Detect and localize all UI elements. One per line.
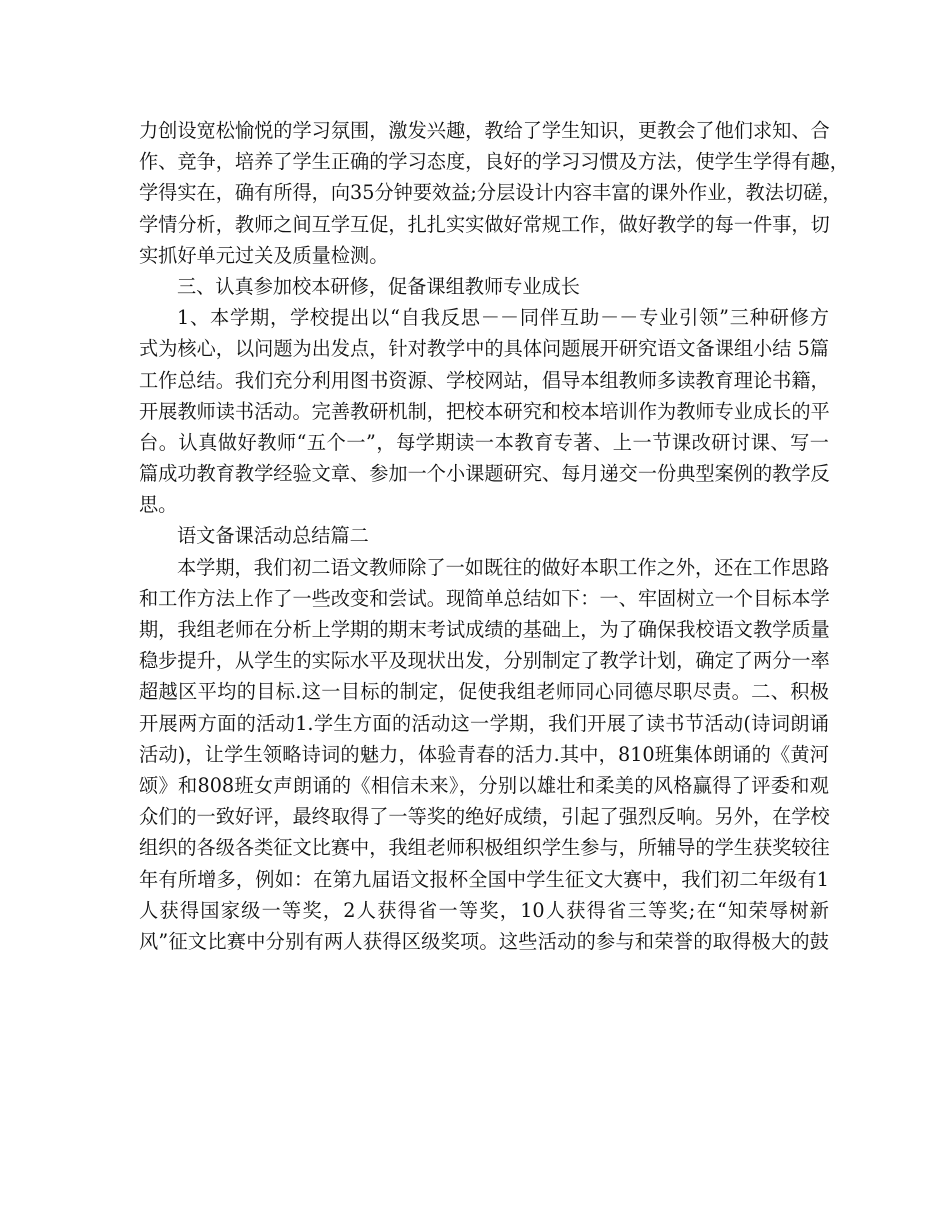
document-body [139, 115, 849, 957]
text-line: 台。认真做好教师“五个一”，每学期读一本教育专著、上一节课改研讨课、写一 [139, 430, 829, 454]
text-line: 组织的各级各类征文比赛中，我组老师积极组织学生参与，所辅导的学生获奖较往 [139, 836, 830, 860]
text-line: 学情分析，教师之间互学互促，扎扎实实做好常规工作，做好教学的每一件事，切 [139, 212, 830, 236]
text-line: 1、本学期，学校提出以“自我反思－－同伴互助－－专业引领”三种研修方 [177, 306, 829, 330]
text-line: 风”征文比赛中分别有两人获得区级奖项。这些活动的参与和荣誉的取得极大的鼓 [139, 929, 829, 953]
text-line: 年有所增多，例如：在第九届语文报杯全国中学生征文大赛中，我们初二年级有1 [139, 867, 829, 891]
text-line: 实抓好单元过关及质量检测。 [139, 243, 389, 267]
text-line: 工作总结。我们充分利用图书资源、学校网站，倡导本组教师多读教育理论书籍， [139, 368, 830, 392]
text-line: 期，我组老师在分析上学期的期末考试成绩的基础上，为了确保我校语文教学质量 [139, 618, 830, 641]
text-line: 力创设宽松愉悦的学习氛围，激发兴趣，教给了学生知识，更教会了他们求知、合 [139, 119, 830, 142]
text-line: 颂》和808班女声朗诵的《相信未来》，分别以雄壮和柔美的风格赢得了评委和观 [139, 773, 829, 797]
text-line: 篇成功教育教学经验文章、参加一个小课题研究、每月递交一份典型案例的教学反 [139, 462, 830, 486]
text-line: 稳步提升，从学生的实际水平及现状出发，分别制定了教学计划，确定了两分一率 [139, 649, 830, 673]
text-line: 开展两方面的活动1.学生方面的活动这一学期，我们开展了读书节活动(诗词朗诵 [139, 711, 829, 735]
text-line: 和工作方法上作了一些改变和尝试。现简单总结如下：一、牢固树立一个目标本学 [139, 586, 830, 610]
text-line: 学得实在，确有所得，向35分钟要效益;分层设计内容丰富的课外作业，教法切磋， [139, 181, 842, 205]
text-line: 作、竞争，培养了学生正确的学习态度，良好的学习习惯及方法，使学生学得有趣， [139, 150, 849, 174]
text-line: 语文备课活动总结篇二 [177, 524, 369, 548]
text-line: 式为核心，以问题为出发点，针对教学中的具体问题展开研究语文备课组小结 5篇 [139, 337, 829, 361]
text-line: 三、认真参加校本研修，促备课组教师专业成长 [177, 274, 580, 298]
text-line: 人获得国家级一等奖，2人获得省一等奖，10人获得省三等奖;在“知荣辱树新 [139, 898, 829, 922]
text-line: 本学期，我们初二语文教师除了一如既往的做好本职工作之外，还在工作思路 [177, 555, 830, 579]
text-line: 众们的一致好评，最终取得了一等奖的绝好成绩，引起了强烈反响。另外，在学校 [139, 805, 830, 829]
text-line: 开展教师读书活动。完善教研机制，把校本研究和校本培训作为教师专业成长的平 [139, 399, 830, 423]
text-line: 思。 [139, 493, 178, 517]
text-line: 活动)，让学生领略诗词的魅力，体验青春的活力.其中，810班集体朗诵的《黄河 [139, 742, 829, 766]
text-line: 超越区平均的目标.这一目标的制定，促使我组老师同心同德尽职尽责。二、积极 [139, 680, 829, 704]
